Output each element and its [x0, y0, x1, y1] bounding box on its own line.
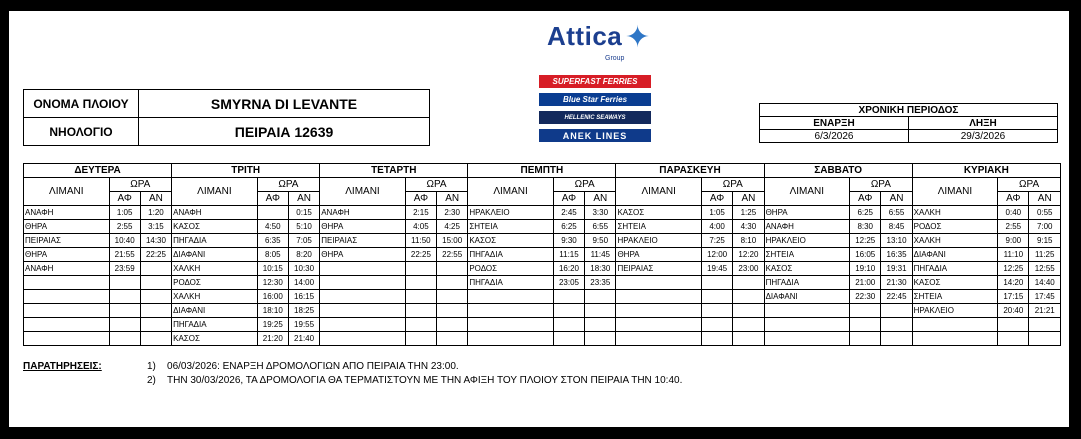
- port-cell: ΔΙΑΦΑΝΙ: [172, 248, 258, 262]
- dep-cell: 19:25: [257, 318, 288, 332]
- dep-cell: [257, 206, 288, 220]
- dep-cell: [405, 290, 436, 304]
- port-header: ΛΙΜΑΝΙ: [320, 178, 406, 206]
- port-cell: ΚΑΣΟΣ: [912, 276, 998, 290]
- port-cell: ΗΡΑΚΛΕΙΟ: [764, 234, 850, 248]
- port-cell: [468, 304, 554, 318]
- arr-cell: 8:20: [288, 248, 319, 262]
- dep-cell: 12:25: [850, 234, 881, 248]
- dep-cell: [701, 304, 732, 318]
- dep-cell: 6:25: [553, 220, 584, 234]
- table-row: [24, 332, 1061, 346]
- day-header: ΚΥΡΙΑΚΗ: [912, 164, 1060, 178]
- arr-cell: [585, 290, 616, 304]
- arr-cell: 17:45: [1029, 290, 1061, 304]
- dep-cell: 0:40: [998, 206, 1029, 220]
- arr-cell: [585, 332, 616, 346]
- table-row: [24, 290, 1061, 304]
- port-cell: [320, 262, 406, 276]
- dep-cell: 17:15: [998, 290, 1029, 304]
- dep-cell: [405, 304, 436, 318]
- arr-cell: 4:30: [733, 220, 764, 234]
- port-cell: ΠΗΓΑΔΙΑ: [172, 234, 258, 248]
- arr-cell: [437, 318, 468, 332]
- dep-cell: 16:00: [257, 290, 288, 304]
- time-header: ΩΡΑ: [998, 178, 1061, 192]
- arr-cell: [1029, 332, 1061, 346]
- port-cell: [24, 332, 110, 346]
- dep-cell: 22:25: [405, 248, 436, 262]
- port-cell: [468, 318, 554, 332]
- port-cell: [320, 290, 406, 304]
- time-header: ΩΡΑ: [701, 178, 764, 192]
- dep-cell: [998, 332, 1029, 346]
- port-header: ΛΙΜΑΝΙ: [616, 178, 702, 206]
- dep-cell: 4:00: [701, 220, 732, 234]
- dep-cell: [109, 332, 140, 346]
- note-1: [147, 361, 459, 372]
- note-2-num: 2): [147, 375, 156, 386]
- arr-cell: 18:30: [585, 262, 616, 276]
- dep-cell: 7:25: [701, 234, 732, 248]
- period-table: [759, 103, 1058, 143]
- port-cell: ΚΑΣΟΣ: [764, 262, 850, 276]
- dep-cell: [405, 318, 436, 332]
- note-2-text: ΤΗΝ 30/03/2026, ΤΑ ΔΡΟΜΟΛΟΓΙΑ ΘΑ ΤΕΡΜΑΤΙΣΤΟΥΝ ΜΕ ΤΗΝ ΑΦΙΞΗ ΤΟΥ ΠΛΟΙΟΥ ΣΤΟΝ ΠΕΙΡΑΙΑ ΤΗΝ 10:40.: [167, 375, 683, 386]
- arr-cell: [733, 276, 764, 290]
- dep-cell: 12:30: [257, 276, 288, 290]
- port-cell: [24, 304, 110, 318]
- arr-header: ΑΝ: [288, 192, 319, 206]
- dep-cell: 6:25: [850, 206, 881, 220]
- arr-cell: [585, 304, 616, 318]
- dep-cell: [553, 318, 584, 332]
- time-header: ΩΡΑ: [553, 178, 616, 192]
- star-icon: ✦: [625, 21, 651, 54]
- port-cell: ΧΑΛΚΗ: [172, 262, 258, 276]
- port-cell: ΘΗΡΑ: [616, 248, 702, 262]
- port-cell: ΡΟΔΟΣ: [912, 220, 998, 234]
- dep-cell: [850, 318, 881, 332]
- arr-cell: 5:10: [288, 220, 319, 234]
- port-cell: [912, 332, 998, 346]
- arr-cell: 16:15: [288, 290, 319, 304]
- port-cell: ΘΗΡΑ: [24, 248, 110, 262]
- arr-cell: 21:21: [1029, 304, 1061, 318]
- day-header: ΠΕΜΠΤΗ: [468, 164, 616, 178]
- port-cell: [616, 304, 702, 318]
- brand-superfast: SUPERFAST FERRIES: [539, 75, 651, 88]
- arr-cell: 0:55: [1029, 206, 1061, 220]
- ship-name: SMYRNA DI LEVANTE: [139, 90, 430, 118]
- port-cell: ΠΗΓΑΔΙΑ: [468, 276, 554, 290]
- port-cell: [320, 332, 406, 346]
- dep-cell: [701, 332, 732, 346]
- arr-cell: 3:15: [140, 220, 171, 234]
- logo-title: Attica: [547, 21, 623, 51]
- arr-cell: [437, 332, 468, 346]
- arr-cell: [881, 304, 912, 318]
- arr-cell: [140, 304, 171, 318]
- port-cell: ΑΝΑΦΗ: [764, 220, 850, 234]
- port-cell: ΑΝΑΦΗ: [320, 206, 406, 220]
- dep-cell: 16:05: [850, 248, 881, 262]
- arr-cell: 23:00: [733, 262, 764, 276]
- arr-cell: 22:45: [881, 290, 912, 304]
- dep-cell: [998, 318, 1029, 332]
- port-cell: ΣΗΤΕΙΑ: [616, 220, 702, 234]
- port-cell: ΧΑΛΚΗ: [912, 234, 998, 248]
- dep-cell: [109, 318, 140, 332]
- table-row: [24, 234, 1061, 248]
- arr-cell: 14:40: [1029, 276, 1061, 290]
- arr-cell: 22:55: [437, 248, 468, 262]
- arr-cell: 9:15: [1029, 234, 1061, 248]
- arr-cell: [140, 318, 171, 332]
- dep-cell: [405, 262, 436, 276]
- arr-cell: [140, 332, 171, 346]
- dep-cell: 2:55: [109, 220, 140, 234]
- dep-cell: 1:05: [109, 206, 140, 220]
- notes-label: ΠΑΡΑΤΗΡΗΣΕΙΣ:: [23, 361, 102, 372]
- arr-cell: 12:55: [1029, 262, 1061, 276]
- dep-header: ΑΦ: [701, 192, 732, 206]
- dep-cell: [850, 332, 881, 346]
- period-end-label: ΛΗΞΗ: [909, 117, 1058, 130]
- port-cell: ΗΡΑΚΛΕΙΟ: [912, 304, 998, 318]
- table-row: [24, 248, 1061, 262]
- port-header: ΛΙΜΑΝΙ: [468, 178, 554, 206]
- arr-cell: 18:25: [288, 304, 319, 318]
- arr-cell: [585, 318, 616, 332]
- port-cell: ΘΗΡΑ: [764, 206, 850, 220]
- arr-header: ΑΝ: [585, 192, 616, 206]
- port-header: ΛΙΜΑΝΙ: [24, 178, 110, 206]
- day-header: ΤΡΙΤΗ: [172, 164, 320, 178]
- dep-cell: 18:10: [257, 304, 288, 318]
- arr-header: ΑΝ: [1029, 192, 1061, 206]
- arr-cell: [733, 318, 764, 332]
- dep-cell: 14:20: [998, 276, 1029, 290]
- arr-cell: 6:55: [585, 220, 616, 234]
- dep-cell: 10:15: [257, 262, 288, 276]
- port-cell: ΠΕΙΡΑΙΑΣ: [24, 234, 110, 248]
- brand-anek: ANEK LINES: [539, 129, 651, 142]
- dep-cell: [553, 290, 584, 304]
- port-cell: [468, 290, 554, 304]
- port-cell: ΣΗΤΕΙΑ: [912, 290, 998, 304]
- dep-header: ΑΦ: [109, 192, 140, 206]
- port-cell: [320, 304, 406, 318]
- table-row: [24, 304, 1061, 318]
- arr-header: ΑΝ: [437, 192, 468, 206]
- dep-cell: 11:10: [998, 248, 1029, 262]
- dep-cell: [405, 332, 436, 346]
- port-cell: ΧΑΛΚΗ: [912, 206, 998, 220]
- arr-cell: [1029, 318, 1061, 332]
- arr-cell: [437, 262, 468, 276]
- dep-cell: 16:20: [553, 262, 584, 276]
- port-cell: ΗΡΑΚΛΕΙΟ: [468, 206, 554, 220]
- port-cell: ΗΡΑΚΛΕΙΟ: [616, 234, 702, 248]
- dep-cell: 21:00: [850, 276, 881, 290]
- dep-cell: 8:05: [257, 248, 288, 262]
- port-cell: ΑΝΑΦΗ: [24, 262, 110, 276]
- note-1-text: 06/03/2026: ΕΝΑΡΞΗ ΔΡΟΜΟΛΟΓΙΩΝ ΑΠΟ ΠΕΙΡΑΙΑ ΤΗΝ 23:00.: [167, 361, 459, 372]
- dep-cell: 21:20: [257, 332, 288, 346]
- port-cell: [616, 276, 702, 290]
- port-cell: [24, 276, 110, 290]
- arr-cell: [881, 332, 912, 346]
- arr-header: ΑΝ: [733, 192, 764, 206]
- arr-cell: 11:45: [585, 248, 616, 262]
- dep-cell: 23:05: [553, 276, 584, 290]
- arr-cell: 0:15: [288, 206, 319, 220]
- dep-cell: 11:50: [405, 234, 436, 248]
- table-row: [24, 276, 1061, 290]
- port-cell: [468, 332, 554, 346]
- arr-cell: [881, 318, 912, 332]
- note-2: [147, 375, 682, 386]
- arr-cell: 15:00: [437, 234, 468, 248]
- port-cell: ΡΟΔΟΣ: [172, 276, 258, 290]
- arr-cell: [437, 290, 468, 304]
- day-header: ΤΕΤΑΡΤΗ: [320, 164, 468, 178]
- port-cell: [616, 318, 702, 332]
- arr-cell: [733, 304, 764, 318]
- port-cell: ΚΑΣΟΣ: [172, 332, 258, 346]
- arr-cell: 8:10: [733, 234, 764, 248]
- arr-cell: [140, 262, 171, 276]
- arr-cell: 1:25: [733, 206, 764, 220]
- port-cell: ΘΗΡΑ: [320, 220, 406, 234]
- arr-cell: [437, 276, 468, 290]
- period-start: 6/3/2026: [760, 130, 909, 143]
- dep-cell: 4:50: [257, 220, 288, 234]
- arr-cell: 6:55: [881, 206, 912, 220]
- schedule-table: [23, 163, 1061, 346]
- dep-cell: 2:45: [553, 206, 584, 220]
- registry-value: ΠΕΙΡΑΙΑ 12639: [139, 118, 430, 146]
- dep-header: ΑΦ: [405, 192, 436, 206]
- day-header: ΣΑΒΒΑΤΟ: [764, 164, 912, 178]
- port-cell: ΑΝΑΦΗ: [24, 206, 110, 220]
- attica-group-logo: [539, 17, 659, 153]
- table-row: [24, 318, 1061, 332]
- dep-cell: 20:40: [998, 304, 1029, 318]
- arr-cell: [733, 290, 764, 304]
- port-cell: [912, 318, 998, 332]
- arr-cell: 13:10: [881, 234, 912, 248]
- dep-cell: 2:15: [405, 206, 436, 220]
- registry-label: ΝΗΟΛΟΓΙΟ: [24, 118, 139, 146]
- day-header: ΠΑΡΑΣΚΕΥΗ: [616, 164, 764, 178]
- port-cell: [764, 318, 850, 332]
- port-cell: ΠΗΓΑΔΙΑ: [764, 276, 850, 290]
- arr-cell: 7:00: [1029, 220, 1061, 234]
- dep-header: ΑΦ: [850, 192, 881, 206]
- port-header: ΛΙΜΑΝΙ: [912, 178, 998, 206]
- port-cell: ΘΗΡΑ: [320, 248, 406, 262]
- arr-header: ΑΝ: [140, 192, 171, 206]
- ship-info-table: [23, 89, 430, 146]
- dep-cell: [701, 290, 732, 304]
- dep-cell: [553, 332, 584, 346]
- dep-cell: 23:59: [109, 262, 140, 276]
- port-cell: ΣΗΤΕΙΑ: [764, 248, 850, 262]
- port-cell: ΣΗΤΕΙΑ: [468, 220, 554, 234]
- dep-cell: [701, 318, 732, 332]
- dep-cell: 9:30: [553, 234, 584, 248]
- arr-cell: [140, 290, 171, 304]
- arr-cell: 1:20: [140, 206, 171, 220]
- table-row: [24, 206, 1061, 220]
- time-header: ΩΡΑ: [257, 178, 320, 192]
- port-cell: ΧΑΛΚΗ: [172, 290, 258, 304]
- port-cell: ΠΕΙΡΑΙΑΣ: [320, 234, 406, 248]
- dep-cell: 19:10: [850, 262, 881, 276]
- time-header: ΩΡΑ: [109, 178, 172, 192]
- time-header: ΩΡΑ: [405, 178, 468, 192]
- port-header: ΛΙΜΑΝΙ: [764, 178, 850, 206]
- time-header: ΩΡΑ: [850, 178, 913, 192]
- arr-cell: 8:45: [881, 220, 912, 234]
- table-row: [24, 220, 1061, 234]
- dep-cell: 19:45: [701, 262, 732, 276]
- dep-cell: [850, 304, 881, 318]
- arr-cell: 14:30: [140, 234, 171, 248]
- arr-cell: 19:55: [288, 318, 319, 332]
- port-cell: ΚΑΣΟΣ: [172, 220, 258, 234]
- port-cell: ΔΙΑΦΑΝΙ: [912, 248, 998, 262]
- port-header: ΛΙΜΑΝΙ: [172, 178, 258, 206]
- arr-cell: [140, 276, 171, 290]
- dep-cell: 6:35: [257, 234, 288, 248]
- dep-cell: 22:30: [850, 290, 881, 304]
- dep-cell: 2:55: [998, 220, 1029, 234]
- port-cell: ΠΗΓΑΔΙΑ: [468, 248, 554, 262]
- port-cell: [616, 290, 702, 304]
- period-title: ΧΡΟΝΙΚΗ ΠΕΡΙΟΔΟΣ: [760, 104, 1058, 117]
- dep-cell: 12:25: [998, 262, 1029, 276]
- port-cell: ΔΙΑΦΑΝΙ: [172, 304, 258, 318]
- port-cell: [320, 276, 406, 290]
- logo-group: Group: [605, 55, 625, 62]
- port-cell: ΠΗΓΑΔΙΑ: [912, 262, 998, 276]
- port-cell: ΡΟΔΟΣ: [468, 262, 554, 276]
- dep-cell: [553, 304, 584, 318]
- dep-cell: 9:00: [998, 234, 1029, 248]
- dep-cell: [405, 276, 436, 290]
- port-cell: [764, 304, 850, 318]
- arr-cell: 4:25: [437, 220, 468, 234]
- arr-cell: 3:30: [585, 206, 616, 220]
- dep-cell: 21:55: [109, 248, 140, 262]
- arr-header: ΑΝ: [881, 192, 912, 206]
- table-row: [24, 262, 1061, 276]
- arr-cell: 12:20: [733, 248, 764, 262]
- port-cell: [320, 318, 406, 332]
- dep-header: ΑΦ: [998, 192, 1029, 206]
- port-cell: [764, 332, 850, 346]
- arr-cell: 14:00: [288, 276, 319, 290]
- arr-cell: 22:25: [140, 248, 171, 262]
- ship-name-label: ΟΝΟΜΑ ΠΛΟΙΟΥ: [24, 90, 139, 118]
- day-header: ΔΕΥΤΕΡΑ: [24, 164, 172, 178]
- arr-cell: 21:30: [881, 276, 912, 290]
- period-start-label: ΕΝΑΡΞΗ: [760, 117, 909, 130]
- dep-cell: 1:05: [701, 206, 732, 220]
- port-cell: [24, 290, 110, 304]
- dep-cell: [109, 276, 140, 290]
- arr-cell: 7:05: [288, 234, 319, 248]
- port-cell: ΚΑΣΟΣ: [616, 206, 702, 220]
- period-end: 29/3/2026: [909, 130, 1058, 143]
- arr-cell: 16:35: [881, 248, 912, 262]
- arr-cell: 10:30: [288, 262, 319, 276]
- port-cell: ΘΗΡΑ: [24, 220, 110, 234]
- arr-cell: 19:31: [881, 262, 912, 276]
- arr-cell: 21:40: [288, 332, 319, 346]
- port-cell: [616, 332, 702, 346]
- port-cell: ΠΕΙΡΑΙΑΣ: [616, 262, 702, 276]
- dep-header: ΑΦ: [553, 192, 584, 206]
- dep-cell: 8:30: [850, 220, 881, 234]
- dep-cell: 4:05: [405, 220, 436, 234]
- note-1-num: 1): [147, 361, 156, 372]
- schedule-sheet: [9, 11, 1069, 427]
- dep-cell: 10:40: [109, 234, 140, 248]
- port-cell: ΔΙΑΦΑΝΙ: [764, 290, 850, 304]
- dep-cell: 12:00: [701, 248, 732, 262]
- brand-hellenic: HELLENIC SEAWAYS: [539, 111, 651, 124]
- dep-cell: [109, 290, 140, 304]
- arr-cell: 9:50: [585, 234, 616, 248]
- arr-cell: 11:25: [1029, 248, 1061, 262]
- arr-cell: 23:35: [585, 276, 616, 290]
- dep-cell: 11:15: [553, 248, 584, 262]
- port-cell: ΠΗΓΑΔΙΑ: [172, 318, 258, 332]
- port-cell: [24, 318, 110, 332]
- brand-bluestar: Blue Star Ferries: [539, 93, 651, 106]
- port-cell: ΑΝΑΦΗ: [172, 206, 258, 220]
- arr-cell: 2:30: [437, 206, 468, 220]
- arr-cell: [733, 332, 764, 346]
- dep-header: ΑΦ: [257, 192, 288, 206]
- dep-cell: [701, 276, 732, 290]
- port-cell: ΚΑΣΟΣ: [468, 234, 554, 248]
- dep-cell: [109, 304, 140, 318]
- arr-cell: [437, 304, 468, 318]
